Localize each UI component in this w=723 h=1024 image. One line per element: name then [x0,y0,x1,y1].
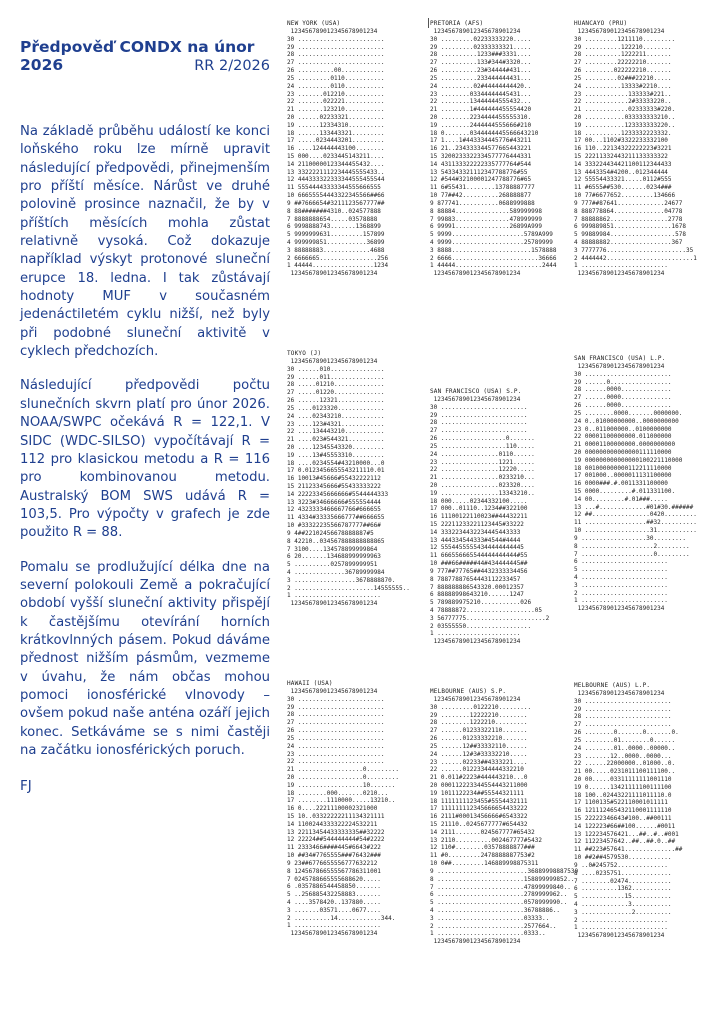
muf-grid: 123456789012345678901234 30 ........................ 29 ........................ 28 ........................ 27 ........................ 26 ........0.......0.......0. 25 ........01........0...... 24 ........01..0000..00000.. 23 .......12..0000..0000... 22 ......22000000..01000..0. 21 00.....0231011100111100.. 20 00.....03311111111001110 19 0......13421111100111100 18 100..02443221111011110.0 17 1100135#522110001011111 16 121112465432110001111110 15 22222346643#100..##00111 14 122223#66##100......#0011 13 122234576421...##..#..#001 12 11223457642..##..##.0..## 11 ##223#57641..............## 10 ##2##4579530............ 9 ..0#245752.............. 8 ....0235751.............. 7 ........02474............ 6 ..........1362........... 5 ............15........... 4 .............3........... 3 ..............2.......... 2 ........................ 1 ........................ 123456789012345678901234 [574,690,683,940]
paragraph-sunspots: Následující předpovědi počtu slunečních skvrn platí pro únor 2026. NOAA/SWPC očekává R = 122,1. V SIDC (WDC-SILSO) vypočítávají R = 112 pro klasickou metodu a R = 116 pro kombinovanou metodu. Australský BOM SWS udává R = 103,5. Pro výpočty v grafech je zde použito R = 88. [20,378,270,541]
paragraph-daylength: Pomalu se prodlužující délka dne na severní polokouli Země a pokračující období vyšší sluneční aktivity přispějí k častějšímu otevírání horních krátkovlnných pásem. Pokud dáváme přednost nižším pásmům, vezmeme v úvahu, že nám občas mohou pomoci ionosférické vlnovody – ovšem pokud naše anténa ozáří jejich konec. Setkáváme se s nimi častěji na začátku ionosférických poruch. [20,559,270,758]
panel-title: HUANCAYO (PRU) [574,20,628,27]
issue-number: RR 2/2026 [194,58,270,74]
article-title: Předpověď CONDX na únor [20,38,255,56]
article-title-row [20,56,270,75]
author-initials: FJ [20,778,32,795]
panel-title: NEW YORK (USA) [287,20,341,27]
panel-pretoria [430,20,575,278]
panel-title: TOKYO (J) [287,350,322,357]
muf-grid: 123456789012345678901234 30 ......010............... 29 ......011............... 28 .....01210.............. 27 .....01220.............. 26 ......12321............. 25 ....0123320............. 24 ....02343210............ 23 ....123#4321............ 22 ....134443210........... 21 ....023#544321.......... 20 ....12345543320......... 19 ....13#45553310......... 18 ....0234554#43210000...0 17 0.0123456655543211110.01 16 10013#45666#55432222112 15 21123345666#55433333222 14 22223345666666#5544444333 13 3223#34666666#555554444 12 4323333466667766#666655 11 4334#33335666777##666655 10 #33322235566787777##66# 9 4##22102456678888887#5 8 42210..034567888888888865 7 3100....134578899999864 6 20.......134688999999963 5 ..........0257899999951 4 ..............36789999984 3 .................3678888870. 2 ......................14555555.. 1 ........................ 123456789012345678901234 [287,358,410,608]
muf-grid: 123456789012345678901234 30 ........................ 29 ........................ 28 ........................ 27 ........................ 26 ..................0....... 25 ..................110..... 24 ................0110...... 23 ................1221...... 22 ................12220..... 21 ................0233210... 20 ................023320.... 19 ................13343210.. 18 000.....02344332100..... 17 000..01110..1234##322100 16 11100122110023##44432211 15 22211233221123445#33222 14 3332234432234445443333 13 444334544333#4544#4444 12 55544555554344444444445 11 666556665544444444444#55 10 ###66#####44#434444445## 9 777##77765##4432333334456 8 78877887654443112233457 7 888888886543320.00012357 6 88888998643210......1247 5 789889975210...........026 4 78888872...................05 3 56777775......................2 2 03555550.................. 1 ....................... 123456789012345678901234 [430,396,550,646]
muf-grid: 123456789012345678901234 30 .........0122210......... 29 ........12222210........ 28 ........1222210......... 27 ......01233322110....... 26 ......01233332210....... 25 ......12##33332110...... 24 ......12#3#33332210..... 23 ......02233##4333221.... 22 ......01223344444332210 21 0.011#2223#444443210...0 20 000112223344554443211000 19 1011122234##55544321111 18 1111111123455#5554432111 17 111111112345666654433222 16 2111#00013456666#6543322 15 21110..0245677777#654432 14 2111.......024567777#65432 13 2110..........002467777#5432 12 110#........03578888877### 11 #0.........2478888887753#2 10 0##.........146889998875311 9 .........................36889998887530 8 ........................158899999852.. 7 ........................47899999840.. 6 ........................2789999962.. 5 ........................0578999990.. 4 ........................36788886.. 3 ........................03333.. 2 ........................2577664.. 1 ........................0333.. 123456789012345678901234 [430,696,579,946]
article [20,38,270,794]
muf-grid: 123456789012345678901234 30 .........02233333220..... 29 .........02333333321..... 28 ..........1233###3331.... 27 ..........133#344#3320... 26 ..........23#34444#431... 25 ..........233444444431... 24 .........02#44444444420.. 23 ........03344444445431... 22 ........13444444555432... 21 ........1#444444455554420 20 ........2234444455555310. 19 ........2444444555666#210 18 0.......0344444445566643210 17 1....1#443334445776#43211 16 21..234333344577665443221 15 3200233322334577776444331 14 431133322222335777764#544 13 543343321112347788776#55 12 #544#32100001247788776#65 11 6#55431........13788887777 10 77##42..........268888877 9 877741...........0688999888 8 88884...............589999998 7 99883...............478999999 6 99991...............26899A999 5 9999....................5789A999 4 9999....................25789999 3 8888......................1578888 2 6666........................36666 1 44444........................2444 123456789012345678901234 [430,28,557,278]
panel-san-francisco-lp [574,355,719,613]
muf-grid: 123456789012345678901234 30 ........................ 29 ........................ 28 ........................ 27 ........................ 26 ..........00............ 25 .........0110........... 24 .........0110........... 23 .......012210........... 22 .......022221........... 21 .......123210........... 20 ......02233321.......... 19 ......12334310.......... 18 ......133443321......... 17 .....0234443201......... 16 ....124444443100........ 15 000....0233445143211.... 14 21100000123344455432.... 13 3322221112234445555433.. 12 444333322333344555455544 11 55544443333344555666555 10 66655554443322345566##66 9 ##7666654#3211123567777## 8 88#######4310..024577888 7 8888888654.....03578888 6 9998888743.......1368899 5 9999999631.........157899 4 999999851...........36899 3 88888883.............4688 2 6666665................256 1 44444.................1234 123456789012345678901234 [287,28,389,278]
article-year: 2026 [20,56,64,74]
panel-title: MELBOURNE (AUS) L.P. [574,682,651,689]
panel-melbourne-sp [430,688,579,946]
panel-san-francisco-sp [430,388,575,646]
panel-title: HAWAII (USA) [287,680,333,687]
panel-title: SAN FRANCISCO (USA) S.P. [430,388,522,395]
panel-title: PRETORIA (AFS) [430,20,484,27]
panel-tokyo [287,350,432,608]
muf-grid: 123456789012345678901234 30 ........................ 29 ......0................. 28 ......0000.............. 27 ......0000.............. 26 ......0000.............. 25 ........0000.......0000000. 24 0..01000000000..0000000000 23 0..011000000..0100000000 22 00001100000000.011000000 21 00001100000000.0000000000 20 000000000000000111110000 19 000000000000000100221110000 18 001000000000112211110000 17 001000..0000011131100000 16 0000###.#.0011331100000 15 0000.........#.011331100. 14 00.........#.01###..... 13 ...#.............#01#30.###### 12 ##................0420......... 11 .................##32.......... 10 ..................31........... 9 ..................30......... 8 ....................2......... 7 ....................0......... 6 ........................ 5 ........................ 4 ........................ 3 ........................ 2 ........................ 1 ........................ 123456789012345678901234 [574,363,697,613]
panel-hawaii [287,680,432,938]
paragraph-intro: Na základě průběhu událostí ke konci loňského roku lze mírně upravit následující předpovědi, přinejmenším pro příští měsíce. Nárůst ve druhé polovině prosince naznačil, že by v příštích měsících mohla zůstat relativně vysoká. Což dokazuje například výskyt protonové sluneční erupce 18. ledna. I tak zůstávají hodnoty MUF v současném jedenáctiletém cyklu nižší, než byly při podobné sluneční aktivitě v cyklech předchozích. [20,124,270,360]
muf-grid: 123456789012345678901234 30 ........................ 29 ........................ 28 ........................ 27 ........................ 26 ........................ 25 ........................ 24 ........................ 23 ........................ 22 ........................ 21 ..................0......... 20 ..................0......... 19 ..................10....... 18 ........000.......0210... 17 ........1110000.....13210.. 16 0....22211100002321000 15 10..03322222211134321111 14 1100244333322224532211 13 22113454433333335##32222 12 22224##544444444#54#2222 11 2333466####445#6643#222 10 ##34#7765555###76432### 9 23##6776655556777632212 8 124567866555567786311001 7 0245788665555688620..... 6 .0357886544458850....... 5 ..256885432258883....... 4 ....3578420..137880..... 3 .......03571....0677.... 2 ..........14............344. 1 ........................ 123456789012345678901234 [287,688,399,938]
panel-title: SAN FRANCISCO (USA) L.P. [574,355,666,362]
panel-melbourne-lp [574,682,719,940]
panel-new-york [287,20,432,278]
muf-grid: 123456789012345678901234 30 .........1211110......... 29 ..........122210........ 28 ..........1222211....... 27 .........22222210....... 26 ........022222210....... 25 .........02###22210..... 24 ..........13333#2210.... 23 ............133333#221.. 22 ............2#33333220.. 21 ............02333333#220. 20 ...........033333333210.. 19 ...........123333333220.. 18 ..........1233332223332. 17 00...1102#3322233332100 16 110..22134322222223#3221 15 22211332443211133333322 14 333224434421100112344433 13 4443354#4200..012344444 12 55554433321.....0112#555 11 #6555##530.......0234### 10 77#6677652.........134666 9 777##87641.............24677 8 888778864..............04778 7 88888862................2778 6 999889851................1678 5 99889984..................578 4 88888882.................367 3 7777776......................35 2 4444442........................1 1 ........................ 123456789012345678901234 [574,28,697,278]
panel-title: MELBOURNE (AUS) S.P. [430,688,507,695]
panel-huancayo [574,20,719,278]
